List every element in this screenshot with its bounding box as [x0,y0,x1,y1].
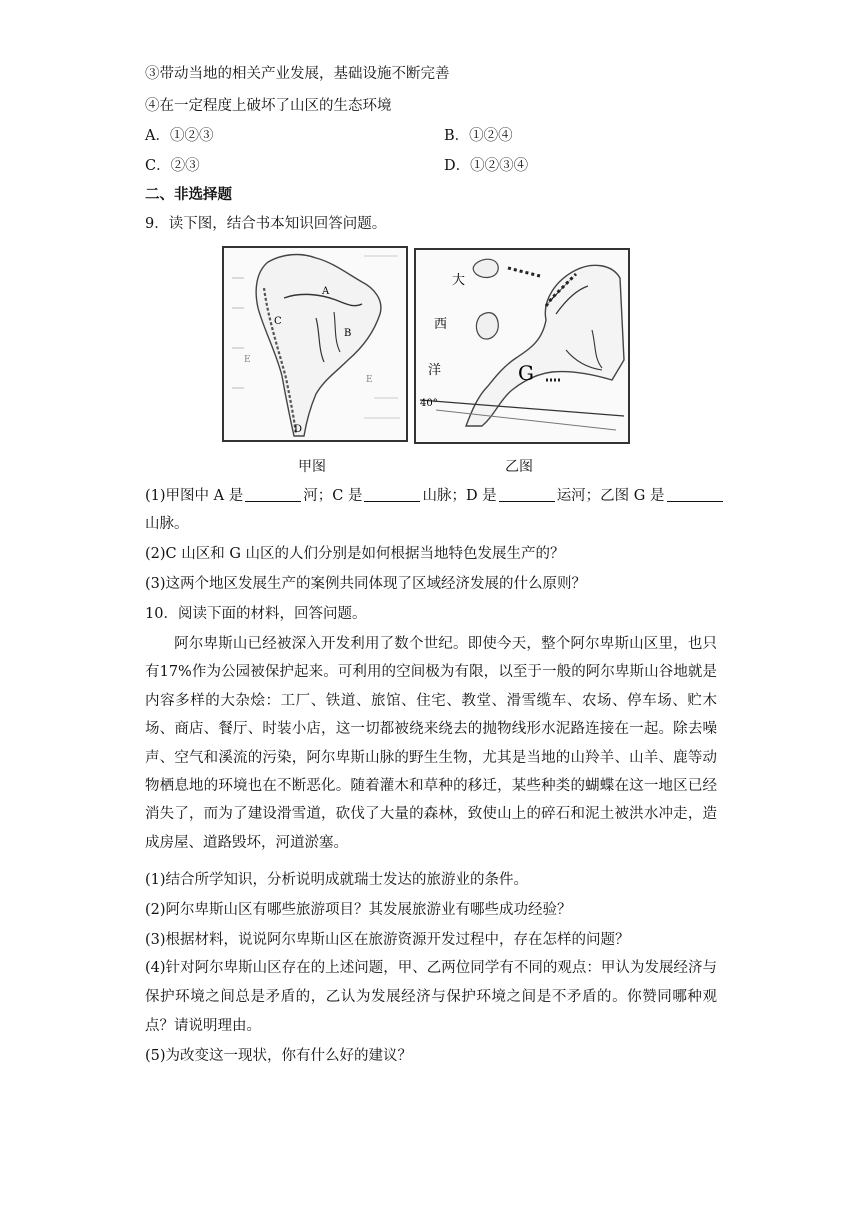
q10-material-text: 阿尔卑斯山已经被深入开发利用了数个世纪。即使今天，整个阿尔卑斯山区里，也只有17%作为公园被保护起来。可利用的空间极为有限，以至于一般的阿尔卑斯山谷地就是内容多样的大杂烩：工厂、铁道、旅馆、住宅、教堂、滑雪缆车、农场、停车场、贮木场、商店、餐厅、时装小店，这一切都被绕来绕去的抛物线形水泥路连接在一起。除去噪声、空气和溪流的污染，阿尔卑斯山脉的野生生物，尤其是当地的山羚羊、山羊、鹿等动物栖息地的环境也在不断恶化。随着灌木和草种的移迁，某些种类的蝴蝶在这一地区已经消失了，而为了建设滑雪道，砍伐了大量的森林，致使山上的碎石和泥土被洪水冲走，造成房屋、道路毁坏，河道淤塞。 [145,636,717,851]
q10-sub1: (1)结合所学知识，分析说明成就瑞士发达的旅游业的条件。 [145,872,529,888]
q10-sub3: (3)根据材料，说说阿尔卑斯山区在旅游资源开发过程中，存在怎样的问题？ [145,932,630,948]
q8-option-d: D．①②③④ [444,158,529,174]
map-jia-label-e-west: E [244,355,251,365]
q8-option-c: C．②③ [145,158,200,174]
q9-sub2: (2)C 山区和 G 山区的人们分别是如何根据当地特色发展生产的？ [145,546,565,562]
map-yi-label-xi: 西 [434,317,448,332]
q9-stem: 9．读下图，结合书本知识回答问题。 [145,216,387,232]
map-yi-caption: 乙图 [505,459,533,475]
q9-sub1-part1: (1)甲图中 A 是 [145,488,244,504]
south-america-map [224,248,406,440]
europe-map [416,250,628,442]
answer-blank[interactable] [245,487,301,502]
map-yi-label-40deg: 40° [420,398,438,409]
map-yi-label-g: G [518,361,534,385]
map-jia [222,246,408,442]
map-jia-caption: 甲图 [298,459,326,475]
q10-sub5: (5)为改变这一现状，你有什么好的建议？ [145,1048,413,1064]
answer-blank[interactable] [499,487,555,502]
section-title: 二、非选择题 [145,187,232,203]
map-yi [414,248,630,444]
map-jia-label-e-east: E [366,375,373,385]
q8-option-b: B．①②④ [444,128,513,144]
q8-item-4: ④在一定程度上破坏了山区的生态环境 [145,98,392,114]
map-jia-label-c: C [274,316,282,327]
q10-material [145,630,717,857]
q10-sub2: (2)阿尔卑斯山区有哪些旅游项目？其发展旅游业有哪些成功经验？ [145,902,572,918]
q9-sub1 [145,486,725,506]
q10-sub4: (4)针对阿尔卑斯山区存在的上述问题，甲、乙两位同学有不同的观点：甲认为发展经济与保护环境之间总是矛盾的，乙认为发展经济与保护环境之间是不矛盾的。你赞同哪种观点？请说明理由。 [145,960,717,1034]
q9-sub3: (3)这两个地区发展生产的案例共同体现了区域经济发展的什么原则？ [145,576,587,592]
q8-option-a: A．①②③ [145,128,214,144]
q9-sub1-end: 山脉。 [145,516,189,532]
map-yi-label-da: 大 [452,273,466,288]
q8-item-3: ③带动当地的相关产业发展，基础设施不断完善 [145,66,450,82]
map-jia-label-d: D [294,424,303,435]
map-jia-label-a: A [322,286,330,297]
answer-blank[interactable] [667,487,723,502]
answer-blank[interactable] [364,487,420,502]
q9-sub1-part2: 河；C 是 [303,488,363,504]
q9-sub1-part4: 运河；乙图 G 是 [556,488,665,504]
map-jia-label-b: B [344,328,352,339]
q9-sub1-part3: 山脉；D 是 [422,488,497,504]
map-yi-label-yang: 洋 [428,363,442,378]
q10-stem: 10．阅读下面的材料，回答问题。 [145,606,367,622]
